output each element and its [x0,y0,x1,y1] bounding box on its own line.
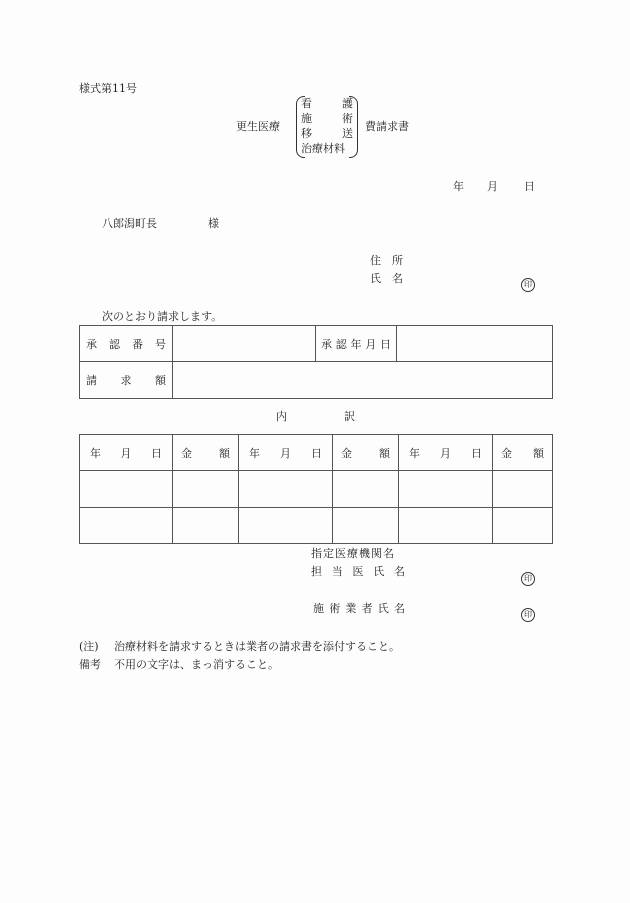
note-label: (注) [79,640,99,653]
col-date-2 [239,435,333,471]
label-char: 年 [350,337,362,351]
approval-table [79,325,553,399]
label-char: 認 [335,337,347,351]
col-date-3 [399,435,493,471]
label-char: 年 [90,446,101,460]
breakdown-cell[interactable] [399,508,493,544]
breakdown-cell[interactable] [80,471,173,508]
option-transport [301,126,353,141]
label-char: 名 [393,602,405,615]
approval-number-label-cell [80,326,173,362]
option-char: 送 [342,127,353,140]
approval-date-label-cell [316,326,397,362]
label-char: 術 [329,602,341,615]
breakdown-heading-2: 訳 [344,410,355,423]
label-char: 金 [341,446,352,460]
label-char: 番 [132,337,143,351]
breakdown-cell[interactable] [333,508,399,544]
label-char: 額 [379,446,390,460]
note-text: 治療材料を請求するときは業者の請求書を添付すること。 [114,640,400,653]
label-char: 請 [86,374,97,387]
label-char: 業 [345,602,357,615]
doctor-label [311,565,405,579]
option-char: 術 [342,112,353,125]
label-char: 認 [109,337,120,351]
label-char: 日 [151,446,162,460]
label-char: 日 [380,337,391,351]
name-label [370,272,403,286]
breakdown-cell[interactable] [399,471,493,508]
breakdown-cell[interactable] [333,471,399,508]
breakdown-cell[interactable] [239,508,333,544]
label-char: 施 [313,602,324,615]
label-char: 月 [280,446,291,460]
label-char: 年 [249,446,260,460]
address-label [370,254,403,268]
label-char: 日 [311,446,322,460]
title-options-brace [296,96,358,158]
label-char: 月 [440,446,451,460]
intro-text: 次のとおり請求します。 [102,310,223,323]
col-amount-1 [173,435,239,471]
option-text: 治療材料 [301,142,345,155]
practitioner-label [313,602,405,616]
addressee-honorific: 様 [208,217,219,230]
breakdown-header-row [80,435,553,471]
breakdown-row [80,471,553,508]
seal-icon: 印 [521,278,535,292]
label-char: 者 [361,602,373,615]
option-char: 施 [301,112,312,125]
approval-date-field[interactable] [397,326,553,362]
seal-icon: 印 [521,608,535,622]
label-char: 金 [501,446,512,460]
label-char: 当 [331,565,343,578]
breakdown-cell[interactable] [239,471,333,508]
breakdown-cell[interactable] [493,508,553,544]
col-date-1 [80,435,173,471]
option-char: 護 [342,97,353,110]
label-char: 承 [321,337,332,351]
form-number: 様式第11号 [79,82,137,95]
label-char: 医 [352,565,364,578]
breakdown-cell[interactable] [80,508,173,544]
date-day-label: 日 [524,180,535,193]
label-char: 住 [370,254,381,267]
approval-number-field[interactable] [173,326,316,362]
date-year-label: 年 [453,180,464,193]
label-char: 月 [120,446,132,460]
option-treatment [301,111,353,126]
label-char: 額 [155,374,166,387]
label-char: 日 [471,446,482,460]
breakdown-heading-1: 内 [276,410,287,423]
label-char: 金 [181,446,192,460]
label-char: 担 [311,565,322,578]
institution-label: 指定医療機関名 [311,547,395,560]
breakdown-table [79,434,553,544]
title-suffix: 費請求書 [365,120,409,133]
label-char: 氏 [373,565,385,578]
addressee-name: 八郎潟町長 [102,217,157,230]
remarks-label: 備考 [79,658,101,671]
remarks-text: 不用の文字は、まっ消すること。 [114,658,279,671]
label-char: 額 [219,446,230,460]
seal-icon: 印 [521,572,535,586]
option-char: 移 [301,127,312,140]
label-char: 名 [394,565,405,578]
breakdown-cell[interactable] [493,471,553,508]
label-char: 月 [365,337,377,351]
claim-amount-field[interactable] [173,362,553,399]
label-char: 承 [86,337,97,351]
option-materials [301,141,353,156]
label-char: 所 [392,254,403,267]
breakdown-cell[interactable] [173,508,239,544]
claim-amount-label-cell [80,362,173,399]
label-char: 号 [155,337,166,351]
option-char: 看 [301,97,312,110]
label-char: 名 [392,272,403,285]
option-nursing [301,96,353,111]
label-char: 求 [120,374,132,387]
label-char: 年 [409,446,420,460]
date-month-label: 月 [487,180,498,193]
breakdown-row [80,508,553,544]
breakdown-cell[interactable] [173,471,239,508]
label-char: 氏 [370,272,381,285]
col-amount-2 [333,435,399,471]
label-char: 氏 [377,602,389,615]
label-char: 額 [533,446,544,460]
title-prefix: 更生医療 [236,120,280,133]
col-amount-3 [493,435,553,471]
